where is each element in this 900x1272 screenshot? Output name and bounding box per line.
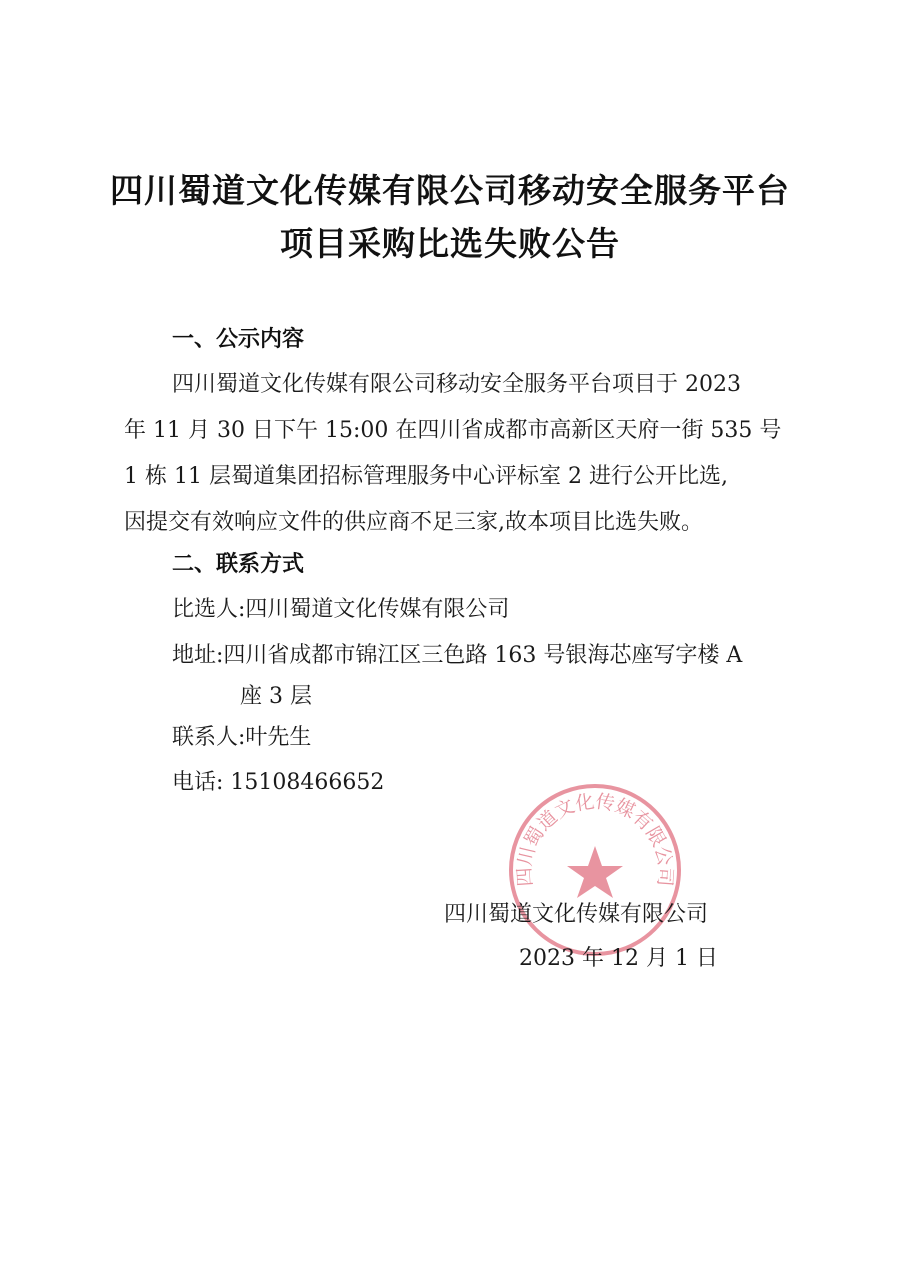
title-line-2: 项目采购比选失败公告 [280, 224, 620, 263]
title-line-1: 四川蜀道文化传媒有限公司移动安全服务平台 [110, 171, 790, 210]
buyer-line: 比选人:四川蜀道文化传媒有限公司 [172, 597, 510, 622]
address-line-1: 地址:四川省成都市锦江区三色路 163 号银海芯座写字楼 A [172, 643, 743, 668]
content-line-3: 1 栋 11 层蜀道集团招标管理服务中心评标室 2 进行公开比选, [124, 464, 728, 489]
section-heading-contact: 二、联系方式 [172, 552, 305, 577]
contact-line: 联系人:叶先生 [172, 725, 312, 750]
signature-date: 2023 年 12 月 1 日 [519, 946, 718, 971]
seal-star-icon [567, 846, 623, 898]
signature-company: 四川蜀道文化传媒有限公司 [444, 902, 709, 927]
company-seal [505, 780, 685, 960]
content-line-1: 四川蜀道文化传媒有限公司移动安全服务平台项目于 2023 [172, 372, 741, 397]
address-line-2: 座 3 层 [240, 684, 312, 709]
content-line-2: 年 11 月 30 日下午 15:00 在四川省成都市高新区天府一街 535 号 [124, 418, 782, 443]
seal-text: 四川蜀道文化传媒有限公司 [513, 790, 677, 888]
phone-line: 电话: 15108466652 [172, 770, 385, 795]
content-line-4: 因提交有效响应文件的供应商不足三家,故本项目比选失败。 [124, 510, 703, 535]
section-heading-content: 一、公示内容 [172, 327, 305, 352]
